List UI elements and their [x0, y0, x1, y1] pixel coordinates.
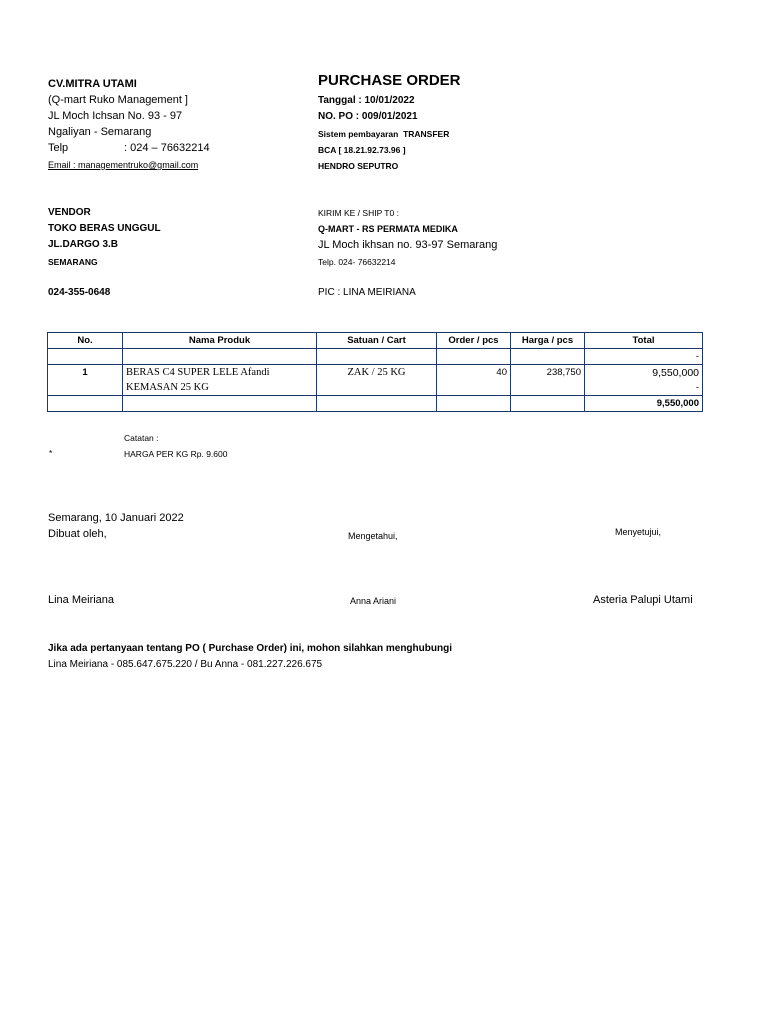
item-product-line2: KEMASAN 25 KG [123, 380, 317, 396]
known-name: Anna Ariani [350, 596, 397, 606]
col-header-product: Nama Produk [123, 333, 317, 349]
footer-contact-question: Jika ada pertanyaan tentang PO ( Purchase Order) ini, mohon silahkan menghubungi [48, 643, 452, 654]
company-address-2: Ngaliyan - Semarang [48, 126, 152, 138]
po-date: Tanggal : 10/01/2022 [318, 95, 415, 106]
item-qty: 40 [437, 365, 511, 381]
approved-name: Asteria Palupi Utami [593, 594, 693, 606]
table-row [48, 365, 703, 381]
payment-label: Sistem pembayaran [318, 129, 399, 139]
vendor-label: VENDOR [48, 207, 91, 218]
item-unit: ZAK / 25 KG [317, 365, 437, 381]
company-email[interactable]: Email : managementruko@gmail.com [48, 160, 199, 170]
po-number: NO. PO : 009/01/2021 [318, 111, 418, 122]
made-by-label: Dibuat oleh, [48, 528, 107, 540]
vendor-city: SEMARANG [48, 257, 98, 267]
payment-value: TRANSFER [403, 129, 450, 139]
notes-label: Catatan : [124, 433, 159, 443]
account-name: HENDRO SEPUTRO [318, 161, 399, 171]
col-header-price: Harga / pcs [511, 333, 585, 349]
ship-to-telp: Telp. 024- 76632214 [318, 257, 396, 267]
col-header-total: Total [585, 333, 703, 349]
item-total: 9,550,000 [585, 365, 703, 381]
order-table [47, 332, 703, 412]
item-no: 1 [48, 365, 123, 381]
grand-total: 9,550,000 [585, 396, 703, 412]
vendor-phone: 024-355-0648 [48, 287, 111, 298]
notes-text: HARGA PER KG Rp. 9.600 [124, 449, 228, 459]
bank-account: BCA [ 18.21.92.73.96 ] [318, 145, 406, 155]
table-header-row [48, 333, 703, 349]
footer-contact-numbers: Lina Meiriana - 085.647.675.220 / Bu Anna - 081.227.226.675 [48, 659, 323, 670]
ship-to-label: KIRIM KE / SHIP T0 : [318, 208, 399, 218]
po-title: PURCHASE ORDER [318, 72, 461, 89]
company-telp-value: : 024 – 76632214 [124, 142, 210, 154]
ship-to-name: Q-MART - RS PERMATA MEDIKA [318, 224, 458, 234]
approved-label: Menyetujui, [615, 527, 662, 537]
vendor-address: JL.DARGO 3.B [48, 239, 119, 250]
place-date: Semarang, 10 Januari 2022 [48, 512, 184, 524]
company-name: CV.MITRA UTAMI [48, 78, 137, 90]
company-address-1: JL Moch Ichsan No. 93 - 97 [48, 110, 183, 122]
item-product: BERAS C4 SUPER LELE Afandi [123, 365, 317, 381]
item-price: 238,750 [511, 365, 585, 381]
payment-system [318, 129, 449, 139]
known-label: Mengetahui, [348, 531, 398, 541]
col-header-no: No. [48, 333, 123, 349]
col-header-unit: Satuan / Cart [317, 333, 437, 349]
table-row [48, 349, 703, 365]
company-subtitle: (Q-mart Ruko Management ] [48, 94, 188, 106]
notes-bullet: * [49, 448, 53, 458]
ship-to-address: JL Moch ikhsan no. 93-97 Semarang [318, 239, 498, 251]
vendor-name: TOKO BERAS UNGGUL [48, 223, 161, 234]
company-telp-label: Telp [48, 142, 69, 154]
row-total-blank-2: - [585, 380, 703, 396]
row-total-blank: - [585, 349, 703, 365]
table-row [48, 380, 703, 396]
col-header-qty: Order / pcs [437, 333, 511, 349]
ship-to-pic: PIC : LINA MEIRIANA [318, 287, 416, 298]
table-row-total [48, 396, 703, 412]
made-by-name: Lina Meiriana [48, 594, 115, 606]
